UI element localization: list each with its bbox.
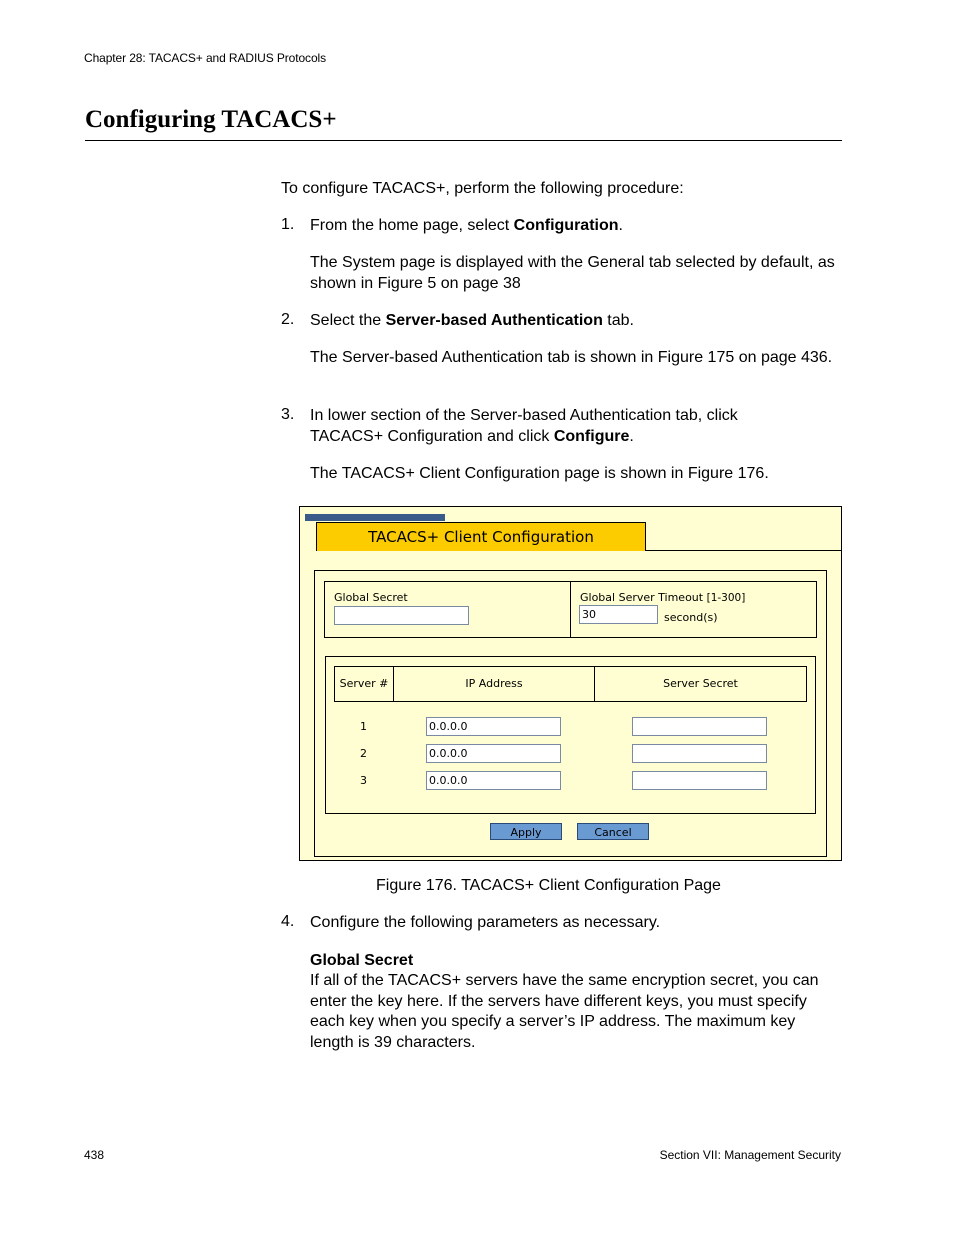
global-timeout-input[interactable] — [579, 605, 658, 624]
global-timeout-label: Global Server Timeout [1-300] — [580, 591, 746, 604]
page-title: Configuring TACACS+ — [85, 106, 337, 133]
apply-button[interactable]: Apply — [490, 823, 562, 840]
column-header-server-num: Server # — [339, 677, 389, 690]
running-header: Chapter 28: TACACS+ and RADIUS Protocols — [84, 51, 327, 65]
server-2-secret-input[interactable] — [632, 744, 767, 763]
step-3-text: In lower section of the Server-based Authentication tab, click TACACS+ Configuration and click Configure. — [310, 407, 738, 445]
server-row-3-num: 3 — [360, 774, 367, 787]
step-3-note: The TACACS+ Client Configuration page is shown in Figure 176. — [310, 465, 769, 482]
figure-topbar — [305, 514, 445, 521]
step-1-number: 1. — [281, 216, 295, 233]
step-1-note: The System page is displayed with the General tab selected by default, as shown in Figure 5 on page 38 — [310, 254, 835, 292]
tab-baseline — [645, 550, 841, 551]
server-row-1-num: 1 — [360, 720, 367, 733]
cancel-button[interactable]: Cancel — [577, 823, 649, 840]
server-1-ip-input[interactable] — [426, 717, 561, 736]
step-1-text: From the home page, select Configuration. — [310, 217, 623, 234]
step-3-number: 3. — [281, 406, 295, 423]
servers-table-header — [334, 666, 807, 702]
column-header-server-secret: Server Secret — [594, 667, 806, 701]
running-footer-section: Section VII: Management Security — [659, 1148, 841, 1162]
figure-caption: Figure 176. TACACS+ Client Configuration Page — [376, 877, 721, 894]
intro-text: To configure TACACS+, perform the following procedure: — [281, 180, 684, 197]
global-secret-heading: Global Secret — [310, 952, 414, 969]
step-2-note: The Server-based Authentication tab is shown in Figure 175 on page 436. — [310, 349, 833, 366]
server-3-secret-input[interactable] — [632, 771, 767, 790]
server-2-ip-input[interactable] — [426, 744, 561, 763]
timeout-unit: second(s) — [664, 611, 718, 624]
global-secret-input[interactable] — [334, 606, 469, 625]
column-header-ip-address: IP Address — [393, 667, 594, 701]
server-1-secret-input[interactable] — [632, 717, 767, 736]
step-2-text: Select the Server-based Authentication tab. — [310, 312, 634, 329]
global-secret-label: Global Secret — [334, 591, 408, 604]
step-2-number: 2. — [281, 311, 295, 328]
global-settings-divider — [570, 581, 571, 637]
server-3-ip-input[interactable] — [426, 771, 561, 790]
step-4-text: Configure the following parameters as necessary. — [310, 914, 661, 931]
global-secret-description: If all of the TACACS+ servers have the same encryption secret, you can enter the key here. If the servers have different keys, you must specify each key when you specify a server’s IP address. The maximum key length is 39 characters. — [310, 972, 819, 1051]
step-4-number: 4. — [281, 913, 295, 930]
title-rule — [85, 140, 842, 141]
server-row-2-num: 2 — [360, 747, 367, 760]
tab-tacacs-client-config[interactable]: TACACS+ Client Configuration — [316, 522, 646, 551]
page-number: 438 — [84, 1148, 105, 1162]
